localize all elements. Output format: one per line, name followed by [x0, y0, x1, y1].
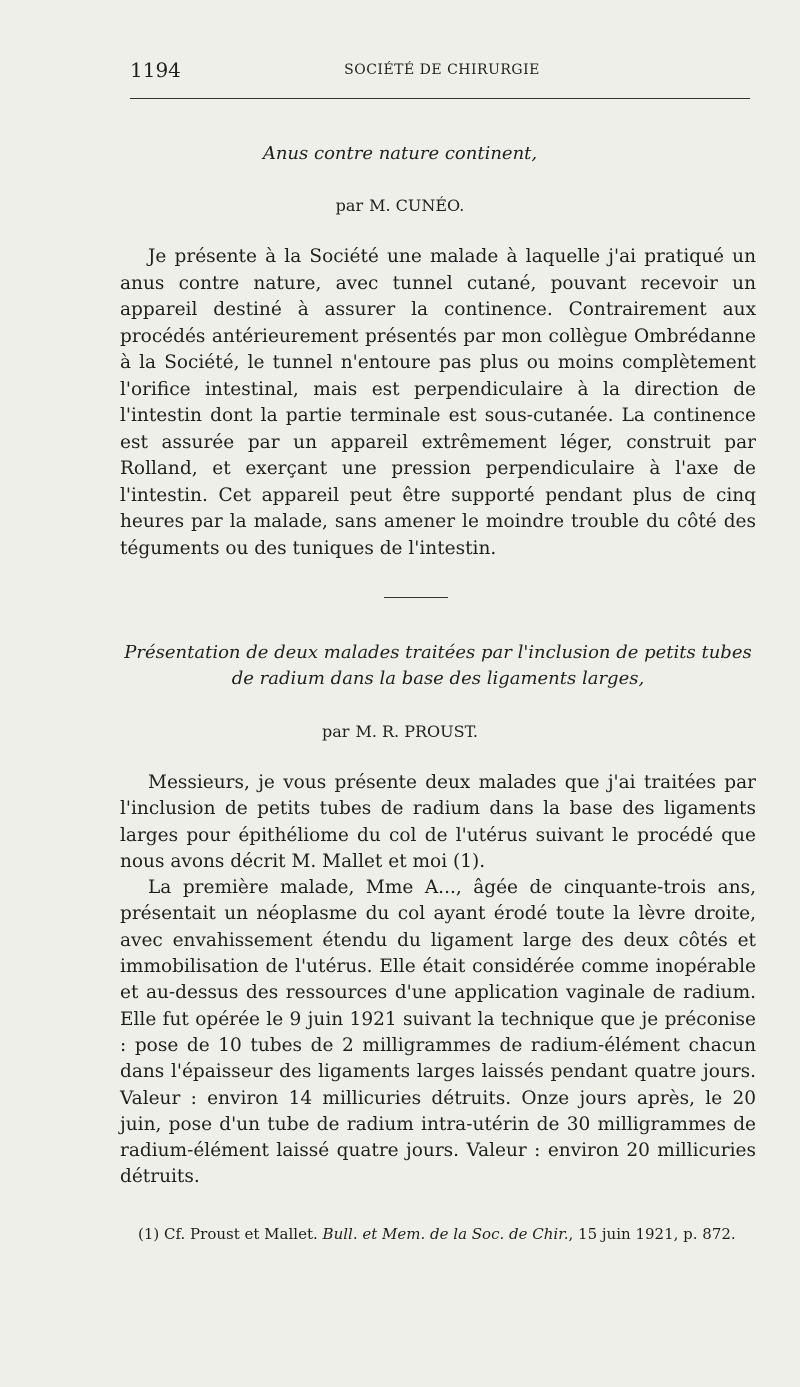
footnote-text: Cf. Proust et Mallet. — [164, 1225, 318, 1243]
article2-author: M. R. PROUST. — [355, 722, 478, 741]
section-divider — [384, 597, 448, 598]
footnote-date: , 15 juin 1921, p. 872. — [568, 1225, 736, 1243]
article1-title: Anus contre nature continent, — [262, 143, 538, 164]
header-rule — [130, 98, 750, 99]
page-number: 1194 — [130, 58, 181, 82]
footnote — [120, 1223, 756, 1246]
footnote-marker: (1) — [138, 1225, 160, 1243]
byline-par: par — [335, 196, 364, 215]
paragraph: La première malade, Mme A..., âgée de cinquante-trois ans, présentait un néoplasme du col ayant érodé toute la lèvre droite, avec envahissement étendu du ligament large des deux côtés et immobilisation de l'utérus. Elle était considérée comme inopérable et au-dessus des ressources d'une application vaginale de radium. Elle fut opérée le 9 juin 1921 suivant la technique que je préconise : pose de 10 tubes de 2 milligrammes de radium-élément chacun dans l'épaisseur des ligaments larges laissés pendant quatre jours. Valeur : environ 14 millicuries détruits. Onze jours après, le 20 juin, pose d'un tube de radium intra-utérin de 30 milligrammes de radium-élément laissé quatre jours. Valeur : environ 20 millicuries détruits. — [120, 877, 756, 1188]
running-title: SOCIÉTÉ DE CHIRURGIE — [344, 62, 540, 78]
page-header — [130, 58, 754, 88]
article2-body — [120, 770, 756, 1191]
article2-title: Présentation de deux malades traitées par l'inclusion de petits tubes de radium dans la base des ligaments larges, — [124, 642, 752, 689]
paragraph: Je présente à la Société une malade à laquelle j'ai pratiqué un anus contre nature, avec tunnel cutané, pouvant recevoir un appareil destiné à assurer la continence. Contrairement aux procédés antérieurement présentés par mon collègue Ombrédanne à la Société, le tunnel n'entoure pas plus ou moins complètement l'orifice intestinal, mais est perpendiculaire à la direction de l'intestin dont la partie terminale est sous-cutanée. La continence est assurée par un appareil extrêmement léger, construit par Rolland, et exerçant une pression perpendiculaire à l'axe de l'intestin. Cet appareil peut être supporté pendant plus de cinq heures par la malade, sans amener le moindre trouble du côté des téguments ou des tuniques de l'intestin. — [120, 246, 756, 559]
paragraph: Messieurs, je vous présente deux malades que j'ai traitées par l'inclusion de petits tubes de radium dans la base des ligaments larges pour épithéliome du col de l'utérus suivant le procédé que nous avons décrit M. Mallet et moi (1). — [120, 772, 756, 872]
footnote-journal: Bull. et Mem. de la Soc. de Chir. — [322, 1225, 569, 1243]
article2-byline — [0, 722, 800, 741]
article1-body — [120, 244, 756, 562]
byline-par: par — [322, 722, 350, 741]
article1-byline — [0, 196, 800, 215]
article1-author: M. CUNÉO. — [369, 196, 465, 215]
